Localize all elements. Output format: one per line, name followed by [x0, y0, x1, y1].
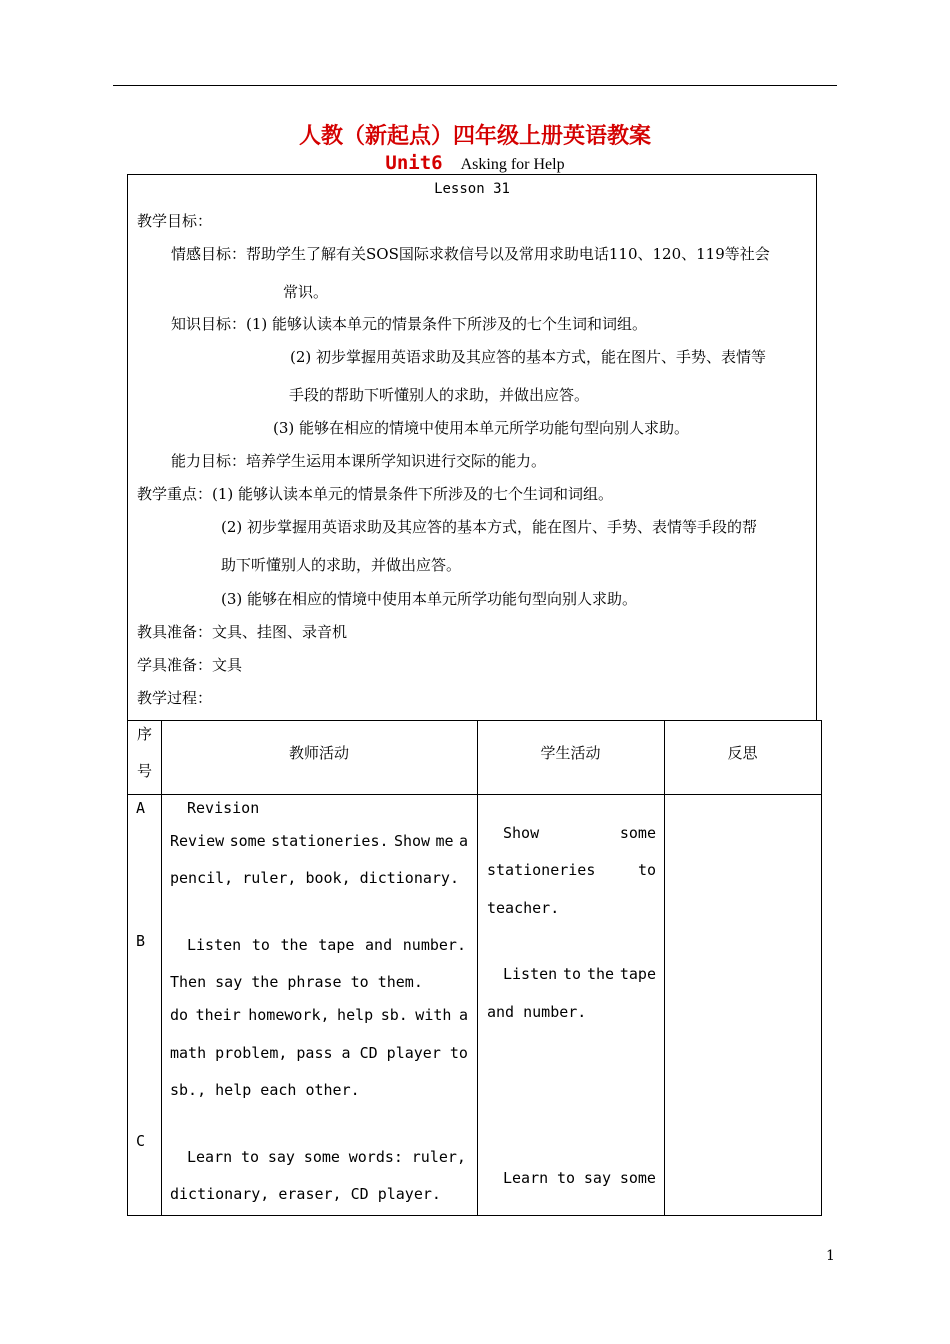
- process-heading: 教学过程：: [137, 689, 213, 707]
- key-point-3: (3) 能够在相应的情境中使用本单元所学功能句型向别人求助。: [221, 590, 638, 608]
- word: to: [563, 965, 582, 983]
- student-a-line-3: teacher.: [487, 899, 560, 917]
- col-divider: [161, 721, 162, 1215]
- objectives-heading: 教学目标：: [137, 212, 213, 230]
- key-point-1: 教学重点：(1) 能够认读本单元的情景条件下所涉及的七个生词和词组。: [137, 485, 614, 503]
- student-a-line-1: [503, 823, 656, 843]
- word: the: [280, 936, 308, 954]
- row-label-c: C: [136, 1132, 146, 1150]
- teacher-b-line-4: [170, 1043, 468, 1063]
- col-divider: [477, 721, 478, 1215]
- knowledge-objective-3: (3) 能够在相应的情境中使用本单元所学功能句型向别人求助。: [273, 419, 690, 437]
- word: sb.: [380, 1006, 408, 1024]
- student-b-line-2: and number.: [487, 1003, 587, 1021]
- word: words:: [348, 1148, 403, 1166]
- unit-subtitle: Asking for Help: [460, 156, 565, 173]
- student-c-line-1: [503, 1168, 656, 1188]
- word: Learn: [187, 1148, 233, 1166]
- header-divider: [128, 794, 821, 795]
- teacher-b-line-1: [187, 935, 466, 955]
- word: tape: [318, 936, 355, 954]
- teacher-a-line-2: [170, 831, 468, 851]
- word: their: [195, 1006, 241, 1024]
- word: stationeries.: [271, 832, 389, 850]
- teacher-c-line-2: dictionary, eraser, CD player.: [170, 1185, 441, 1203]
- header-rule: [113, 85, 837, 86]
- emotional-objective-cont: 常识。: [283, 283, 329, 301]
- word: homework,: [248, 1006, 330, 1024]
- word: ruler,: [411, 1148, 466, 1166]
- student-a-line-2: [487, 860, 656, 880]
- word: Show: [503, 824, 540, 842]
- word: the: [586, 965, 615, 983]
- lesson-title: Lesson 31: [434, 181, 510, 197]
- word: Listen: [187, 936, 242, 954]
- word: and: [365, 936, 393, 954]
- header-reflection: 反思: [727, 744, 758, 762]
- process-table: [127, 720, 822, 1216]
- word: CD: [359, 1044, 378, 1062]
- key-point-2-cont: 助下听懂别人的求助，并做出应答。: [221, 556, 462, 574]
- student-tools: 学具准备：文具: [137, 656, 243, 674]
- word: player: [386, 1044, 441, 1062]
- knowledge-objective-2-cont: 手段的帮助下听懂别人的求助，并做出应答。: [289, 386, 590, 404]
- emotional-objective: 情感目标：帮助学生了解有关SOS国际求救信号以及常用求助电话110、120、119等社会: [171, 245, 770, 263]
- knowledge-objective-2: (2) 初步掌握用英语求助及其应答的基本方式，能在图片、手势、表情等: [290, 348, 767, 366]
- word: say: [583, 1169, 611, 1187]
- word: some: [619, 824, 656, 842]
- teacher-b-line-3: [170, 1005, 468, 1025]
- word: some: [303, 1148, 340, 1166]
- word: to: [637, 861, 656, 879]
- word: problem,: [215, 1044, 288, 1062]
- teacher-c-line-1: [187, 1147, 466, 1167]
- row-label-b: B: [136, 932, 146, 950]
- header-student-activity: 学生活动: [540, 744, 601, 762]
- document-title: 人教（新起点）四年级上册英语教案: [298, 123, 651, 149]
- word: Show: [393, 832, 431, 850]
- word: to: [240, 1148, 260, 1166]
- word: math: [170, 1044, 207, 1062]
- key-point-2: (2) 初步掌握用英语求助及其应答的基本方式，能在图片、手势、表情等手段的帮: [221, 518, 758, 536]
- teacher-a-line-3: pencil, ruler, book, dictionary.: [170, 869, 459, 887]
- word: with: [415, 1006, 452, 1024]
- word: a: [341, 1044, 351, 1062]
- word: stationeries: [487, 861, 596, 879]
- student-b-line-1: [503, 964, 656, 984]
- word: a: [458, 832, 468, 850]
- word: Review: [170, 832, 225, 850]
- teacher-a-line-1: Revision: [187, 799, 260, 817]
- header-seq-1: 序: [137, 725, 153, 743]
- row-label-a: A: [136, 799, 146, 817]
- word: me: [435, 832, 454, 850]
- word: do: [170, 1006, 189, 1024]
- unit-label: Unit6: [385, 152, 443, 174]
- teacher-b-line-2: Then say the phrase to them.: [170, 973, 423, 991]
- knowledge-objective-1: 知识目标：(1) 能够认读本单元的情景条件下所涉及的七个生词和词组。: [171, 315, 648, 333]
- ability-objective: 能力目标：培养学生运用本课所学知识进行交际的能力。: [171, 452, 547, 470]
- col-divider: [664, 721, 665, 1215]
- teacher-b-line-5: sb., help each other.: [170, 1081, 360, 1099]
- word: pass: [296, 1044, 333, 1062]
- teacher-tools: 教具准备：文具、挂图、录音机: [137, 623, 348, 641]
- page-number: 1: [826, 1248, 835, 1264]
- word: some: [229, 832, 266, 850]
- word: say: [267, 1148, 295, 1166]
- word: some: [619, 1169, 656, 1187]
- word: Learn: [503, 1169, 549, 1187]
- word: Listen: [503, 965, 558, 983]
- word: to: [251, 936, 270, 954]
- header-teacher-activity: 教师活动: [288, 744, 349, 762]
- header-seq-2: 号: [137, 762, 153, 780]
- word: tape: [619, 965, 656, 983]
- word: to: [449, 1044, 468, 1062]
- word: help: [337, 1006, 374, 1024]
- word: a: [458, 1006, 468, 1024]
- word: to: [557, 1169, 576, 1187]
- word: number.: [402, 936, 466, 954]
